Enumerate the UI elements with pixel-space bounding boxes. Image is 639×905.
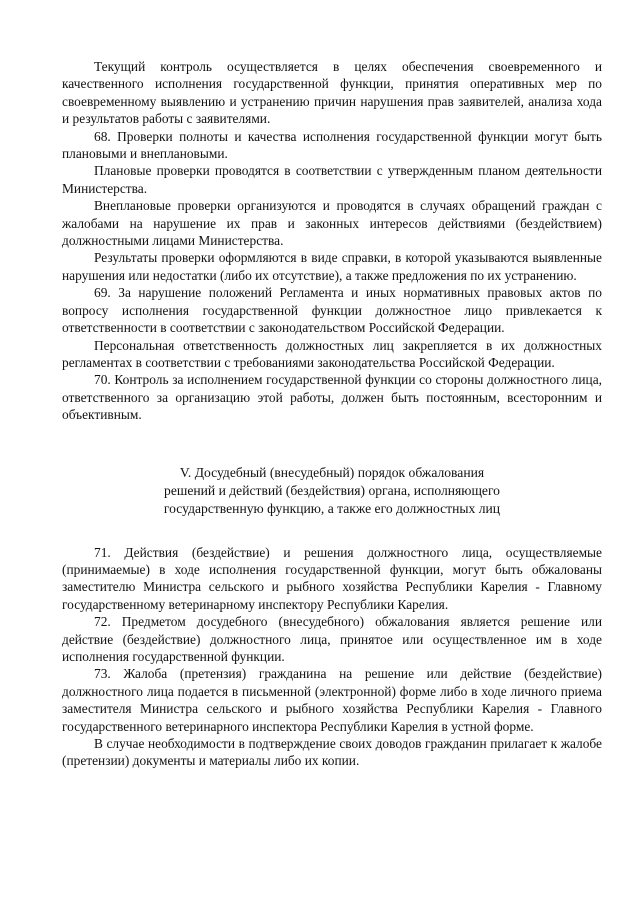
paragraph-68: 68. Проверки полноты и качества исполнения государственной функции могут быть плановыми и внеплановыми. [62, 128, 602, 162]
paragraph-check-results: Результаты проверки оформляются в виде справки, в которой указываются выявленные нарушения или недостатки (либо их отсутствие), а также предложения по их устранению. [62, 250, 602, 283]
paragraph-planned-checks: Плановые проверки проводятся в соответствии с утвержденным планом деятельности Министерства. [62, 163, 602, 196]
section-heading-line-3: государственную функцию, а также его должностных лиц [163, 500, 501, 516]
paragraph-unplanned-checks: Внеплановые проверки организуются и проводятся в случаях обращений граждан с жалобами на нарушение их прав и законных интересов действиями (бездействием) должностными лицами Министерства. [62, 198, 602, 249]
paragraph-70: 70. Контроль за исполнением государственной функции со стороны должностного лица, ответственного за организацию этой работы, должен быть постоянным, всесторонним и объективным. [62, 372, 602, 423]
paragraph-71: 71. Действия (бездействие) и решения должностного лица, осуществляемые (принимаемые) в ходе исполнения государственной функции, могут быть обжалованы заместителю Министра сельского и рыбного хозяйства Республики Карелия - Главному государственному ветеринарному инспектору Республики Карелия. [62, 544, 602, 612]
section-heading-line-1: V. Досудебный (внесудебный) порядок обжалования [179, 464, 485, 480]
section-heading [62, 464, 602, 518]
paragraph-72: 72. Предметом досудебного (внесудебного) обжалования является решение или действие (бездействие) должностного лица, принятое или осуществленное им в ходе исполнения государственной функции. [62, 614, 602, 664]
paragraph-personal-responsibility: Персональная ответственность должностных лиц закрепляется в их должностных регламентах в соответствии с требованиями законодательства Российской Федерации. [62, 337, 602, 370]
paragraph-73: 73. Жалоба (претензия) гражданина на решение или действие (бездействие) должностного лица подается в письменной (электронной) форме либо в ходе личного приема заместителя Министра сельского и рыбного хозяйства Республики Карелия - Главного государственного ветеринарного инспектора Республики Карелия в устной форме. [62, 666, 602, 734]
paragraph-current-control: Текущий контроль осуществляется в целях обеспечения своевременного и качественного исполнения государственной функции, принятия оперативных мер по своевременному выявлению и устранению причин нарушения прав заявителей, анализа хода и результатов работы с заявителями. [62, 59, 602, 127]
document-page [62, 58, 602, 770]
paragraph-69: 69. За нарушение положений Регламента и иных нормативных правовых актов по вопросу исполнения государственной функции должностное лицо привлекается к ответственности в соответствии с законодательством Российской Федерации. [62, 285, 602, 336]
paragraph-supporting-documents: В случае необходимости в подтверждение своих доводов гражданин прилагает к жалобе (претензии) документы и материалы либо их копии. [62, 736, 602, 769]
section-heading-line-2: решений и действий (бездействия) органа, исполняющего [164, 482, 500, 498]
